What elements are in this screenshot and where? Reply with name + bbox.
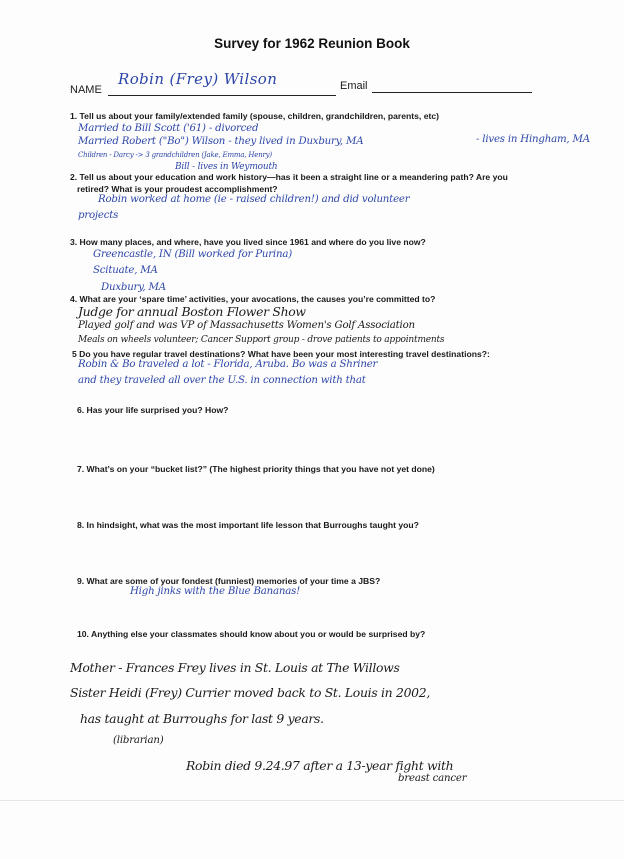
answer-10-line-5: Robin died 9.24.97 after a 13-year fight with (186, 758, 454, 773)
question-3: 3. How many places, and where, have you lived since 1961 and where do you live now? (70, 237, 426, 247)
answer-5-line-1: Robin & Bo traveled a lot - Florida, Aruba. Bo was a Shriner (78, 359, 378, 370)
answer-3-line-3: Duxbury, MA (101, 282, 166, 293)
answer-1-line-3: - lives in Hingham, MA (476, 134, 590, 145)
answer-2-line-1: Robin worked at home (ie - raised children!) and did volunteer (98, 194, 410, 205)
answer-2-line-2: projects (78, 210, 119, 221)
answer-5-line-2: and they traveled all over the U.S. in connection with that (78, 375, 366, 386)
question-5: 5 Do you have regular travel destinations? What have been your most interesting travel destinations?: (72, 349, 490, 359)
answer-1-line-4: Children - Darcy -> 3 grandchildren (Jake, Emma, Henry) (78, 151, 272, 159)
question-2: 2. Tell us about your education and work history—has it been a straight line or a meandering path? Are you (70, 172, 508, 182)
answer-10-line-2: Sister Heidi (Frey) Currier moved back to St. Louis in 2002, (70, 685, 430, 700)
answer-10-line-4: (librarian) (113, 735, 164, 746)
question-7: 7. What’s on your “bucket list?” (The highest priority things that you have not yet done) (77, 464, 435, 474)
page-title: Survey for 1962 Reunion Book (214, 36, 410, 51)
answer-4-line-3: Meals on wheels volunteer; Cancer Support group - drove patients to appointments (78, 335, 445, 345)
answer-10-line-3: has taught at Burroughs for last 9 years. (80, 711, 324, 726)
question-1: 1. Tell us about your family/extended family (spouse, children, grandchildren, parents, etc) (70, 111, 439, 121)
answer-9-line-1: High jinks with the Blue Bananas! (130, 586, 301, 597)
answer-4-line-2: Played golf and was VP of Massachusetts Women's Golf Association (78, 320, 415, 331)
answer-3-line-2: Scituate, MA (93, 265, 158, 276)
question-9: 9. What are some of your fondest (funniest) memories of your time a JBS? (77, 576, 381, 586)
question-2-cont: retired? What is your proudest accomplishment? (77, 184, 278, 194)
email-underline (372, 92, 532, 93)
answer-1-line-2: Married Robert ("Bo") Wilson - they lived in Duxbury, MA (78, 136, 364, 147)
answer-1-line-5: Bill - lives in Weymouth (175, 162, 278, 172)
answer-3-line-1: Greencastle, IN (Bill worked for Purina) (93, 249, 292, 260)
answer-10-line-6: breast cancer (398, 773, 467, 784)
answer-10-line-1: Mother - Frances Frey lives in St. Louis at The Willows (70, 660, 400, 675)
answer-1-line-1: Married to Bill Scott ('61) - divorced (78, 123, 259, 134)
email-label: Email (340, 80, 368, 92)
question-10: 10. Anything else your classmates should know about you or would be surprised by? (77, 629, 426, 639)
question-6: 6. Has your life surprised you? How? (77, 405, 229, 415)
name-value: Robin (Frey) Wilson (118, 70, 278, 88)
page-edge (0, 800, 624, 801)
name-label: NAME (70, 84, 102, 96)
question-4: 4. What are your ‘spare time’ activities, your avocations, the causes you’re committed to? (70, 294, 436, 304)
name-underline (108, 95, 336, 96)
answer-4-line-1: Judge for annual Boston Flower Show (78, 304, 306, 319)
question-8: 8. In hindsight, what was the most important life lesson that Burroughs taught you? (77, 520, 419, 530)
